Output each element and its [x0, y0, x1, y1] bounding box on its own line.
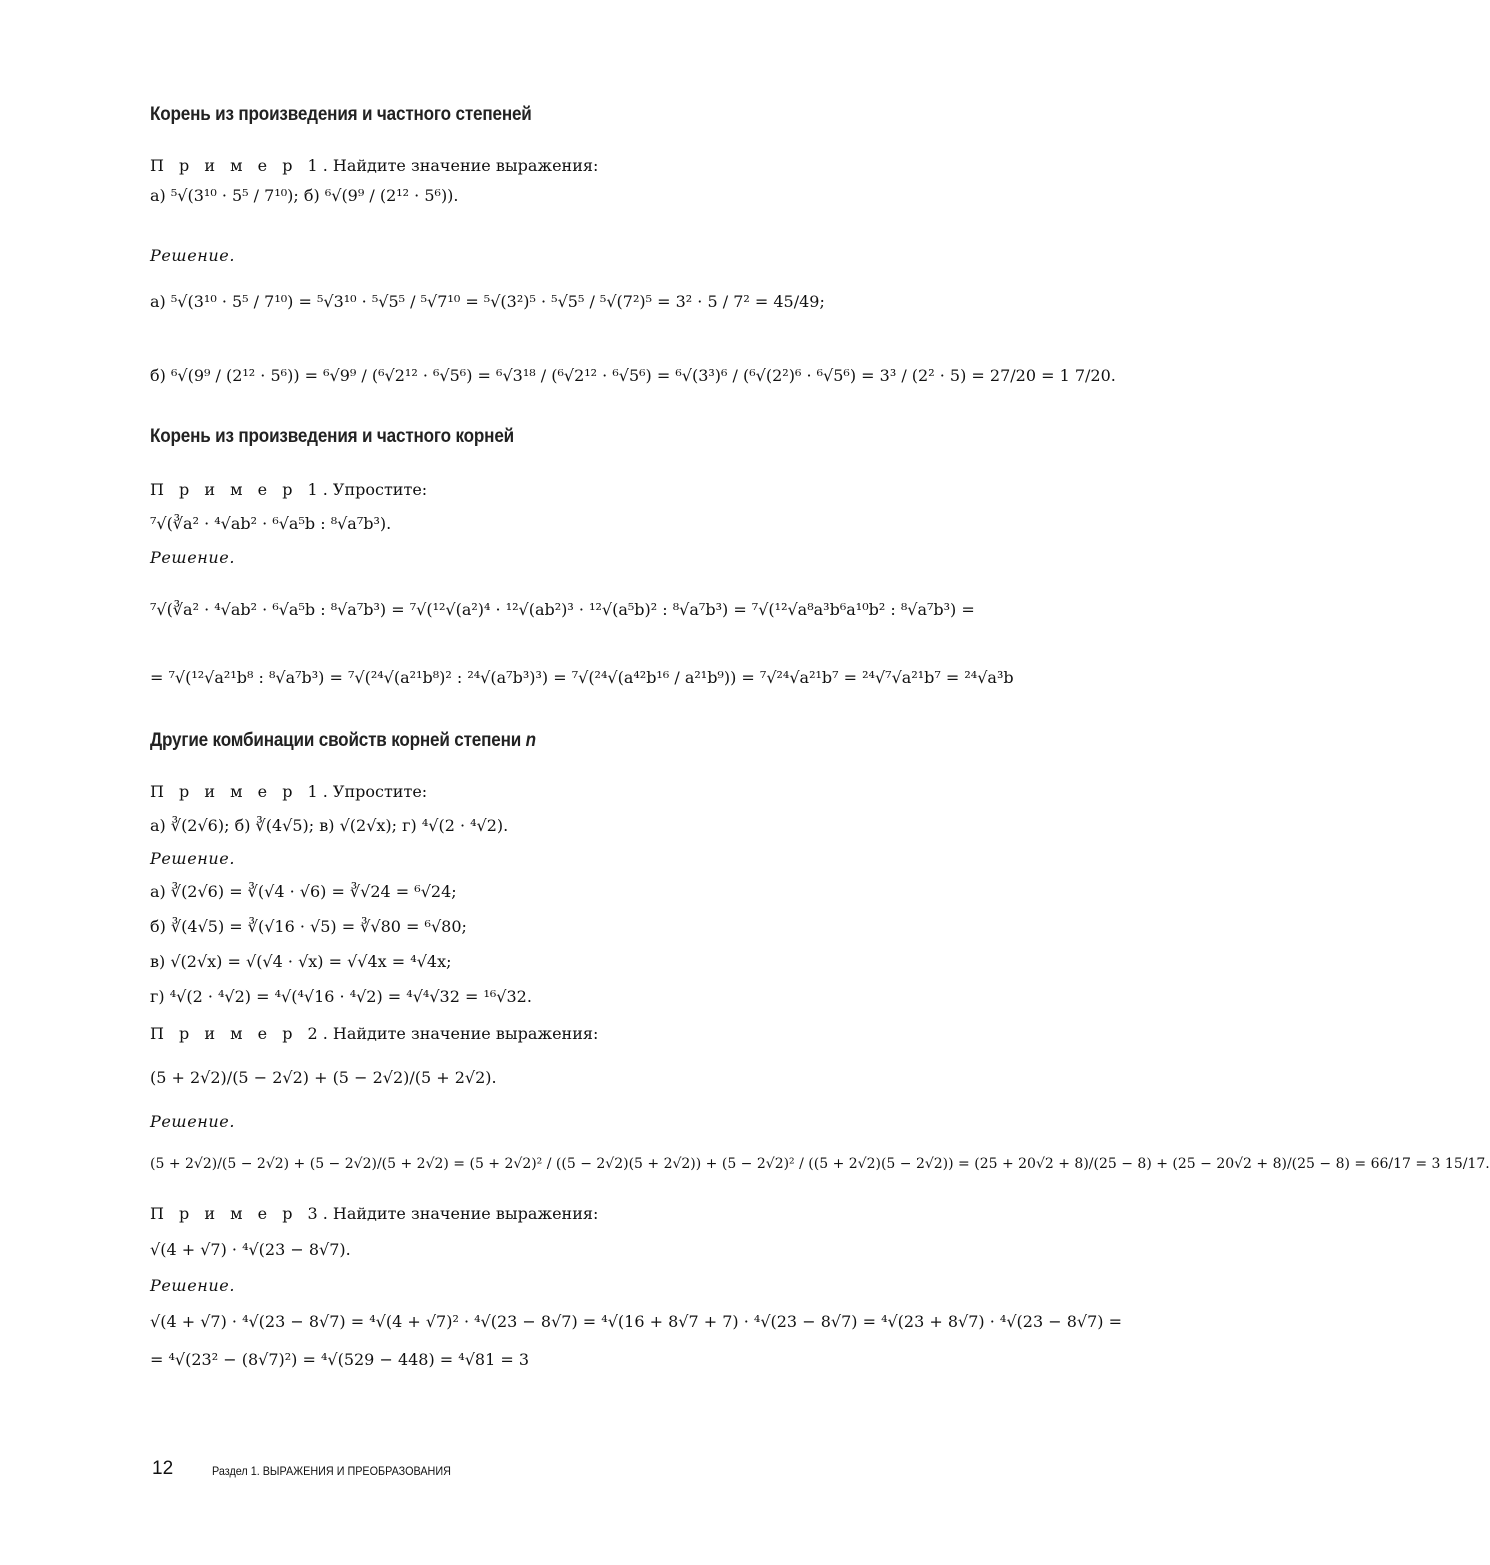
solution-label-2: Решение. — [150, 548, 236, 567]
example-3-2-heading — [150, 1024, 598, 1043]
example-prompt: . Найдите значение выражения: — [322, 1024, 599, 1043]
s1-solution-b: б) ⁶√(9⁹ / (2¹² · 5⁶)) = ⁶√9⁹ / (⁶√2¹² · ⁶√5⁶) = ⁶√3¹⁸ / (⁶√2¹² · ⁶√5⁶) = ⁶√(3³)⁶ / (⁶√(2²)⁶ · ⁶√5⁶) = 3³ / (2² · 5) = 27/20 = 1 7/20. — [150, 366, 1116, 385]
example-label: П р и м е р 1 — [150, 156, 323, 175]
example-1-heading — [150, 156, 598, 175]
section-heading-3 — [150, 730, 536, 752]
s2-solution-line-1: ⁷√(∛a² · ⁴√ab² · ⁶√a⁵b : ⁸√a⁷b³) = ⁷√(¹²√(a²)⁴ · ¹²√(ab²)³ · ¹²√(a⁵b)² : ⁸√a⁷b³) = ⁷√(¹²√a⁸a³b⁶a¹⁰b² : ⁸√a⁷b³) = — [150, 600, 975, 619]
s1-task: а) ⁵√(3¹⁰ · 5⁵ / 7¹⁰); б) ⁶√(9⁹ / (2¹² · 5⁶)). — [150, 186, 459, 205]
s3-ex3-solution-line-1: √(4 + √7) · ⁴√(23 − 8√7) = ⁴√(4 + √7)² · ⁴√(23 − 8√7) = ⁴√(16 + 8√7 + 7) · ⁴√(23 − 8√7) = ⁴√(23 + 8√7) · ⁴√(23 − 8√7) = — [150, 1312, 1122, 1331]
section-heading-text: Другие комбинации свойств корней степени — [150, 730, 526, 751]
s3-ex2-task: (5 + 2√2)/(5 − 2√2) + (5 − 2√2)/(5 + 2√2). — [150, 1068, 497, 1087]
s2-solution-line-2: = ⁷√(¹²√a²¹b⁸ : ⁸√a⁷b³) = ⁷√(²⁴√(a²¹b⁸)² : ²⁴√(a⁷b³)³) = ⁷√(²⁴√(a⁴²b¹⁶ / a²¹b⁹)) = ⁷√²⁴√a²¹b⁷ = ²⁴√⁷√a²¹b⁷ = ²⁴√a³b — [150, 668, 1014, 687]
s3-ex2-solution: (5 + 2√2)/(5 − 2√2) + (5 − 2√2)/(5 + 2√2) = (5 + 2√2)² / ((5 − 2√2)(5 + 2√2)) + (5 − 2√2)² / ((5 + 2√2)(5 − 2√2)) = (25 + 20√2 + 8)/(25 − 8) + (25 − 20√2 + 8)/(25 − 8) = 66/17 = 3 15/17. — [150, 1156, 1490, 1172]
solution-label-5: Решение. — [150, 1276, 236, 1295]
s3-ex1-c: в) √(2√x) = √(√4 · √x) = √√4x = ⁴√4x; — [150, 952, 452, 971]
example-3-3-heading — [150, 1204, 598, 1223]
example-prompt: . Найдите значение выражения: — [322, 1204, 599, 1223]
s3-ex1-b: б) ∛(4√5) = ∛(√16 · √5) = ∛√80 = ⁶√80; — [150, 917, 467, 936]
example-prompt: . Упростите: — [322, 782, 428, 801]
section-heading-1: Корень из произведения и частного степеней — [150, 104, 532, 125]
example-label: П р и м е р 2 — [150, 1024, 323, 1043]
page-number: 12 — [152, 1458, 174, 1479]
s3-ex1-a: а) ∛(2√6) = ∛(√4 · √6) = ∛√24 = ⁶√24; — [150, 882, 457, 901]
example-prompt: . Найдите значение выражения: — [322, 156, 599, 175]
example-label: П р и м е р 1 — [150, 480, 323, 499]
solution-label-1: Решение. — [150, 246, 236, 265]
footer-section-title: Раздел 1. ВЫРАЖЕНИЯ И ПРЕОБРАЗОВАНИЯ — [212, 1464, 451, 1478]
s1-solution-a: а) ⁵√(3¹⁰ · 5⁵ / 7¹⁰) = ⁵√3¹⁰ · ⁵√5⁵ / ⁵√7¹⁰ = ⁵√(3²)⁵ · ⁵√5⁵ / ⁵√(7²)⁵ = 3² · 5 / 7² = 45/49; — [150, 292, 825, 311]
solution-label-3: Решение. — [150, 849, 236, 868]
section-heading-2: Корень из произведения и частного корней — [150, 426, 514, 447]
example-2-heading — [150, 480, 427, 499]
example-label: П р и м е р 1 — [150, 782, 323, 801]
example-3-1-heading — [150, 782, 427, 801]
s3-ex1-d: г) ⁴√(2 · ⁴√2) = ⁴√(⁴√16 · ⁴√2) = ⁴√⁴√32 = ¹⁶√32. — [150, 987, 532, 1006]
s2-task: ⁷√(∛a² · ⁴√ab² · ⁶√a⁵b : ⁸√a⁷b³). — [150, 514, 392, 533]
s3-ex3-solution-line-2: = ⁴√(23² − (8√7)²) = ⁴√(529 − 448) = ⁴√81 = 3 — [150, 1350, 530, 1369]
example-prompt: . Упростите: — [322, 480, 428, 499]
s3-ex3-task: √(4 + √7) · ⁴√(23 − 8√7). — [150, 1240, 351, 1259]
section-heading-var: n — [525, 730, 536, 751]
example-label: П р и м е р 3 — [150, 1204, 323, 1223]
s3-ex1-task: а) ∛(2√6); б) ∛(4√5); в) √(2√x); г) ⁴√(2 · ⁴√2). — [150, 816, 509, 835]
solution-label-4: Решение. — [150, 1112, 236, 1131]
